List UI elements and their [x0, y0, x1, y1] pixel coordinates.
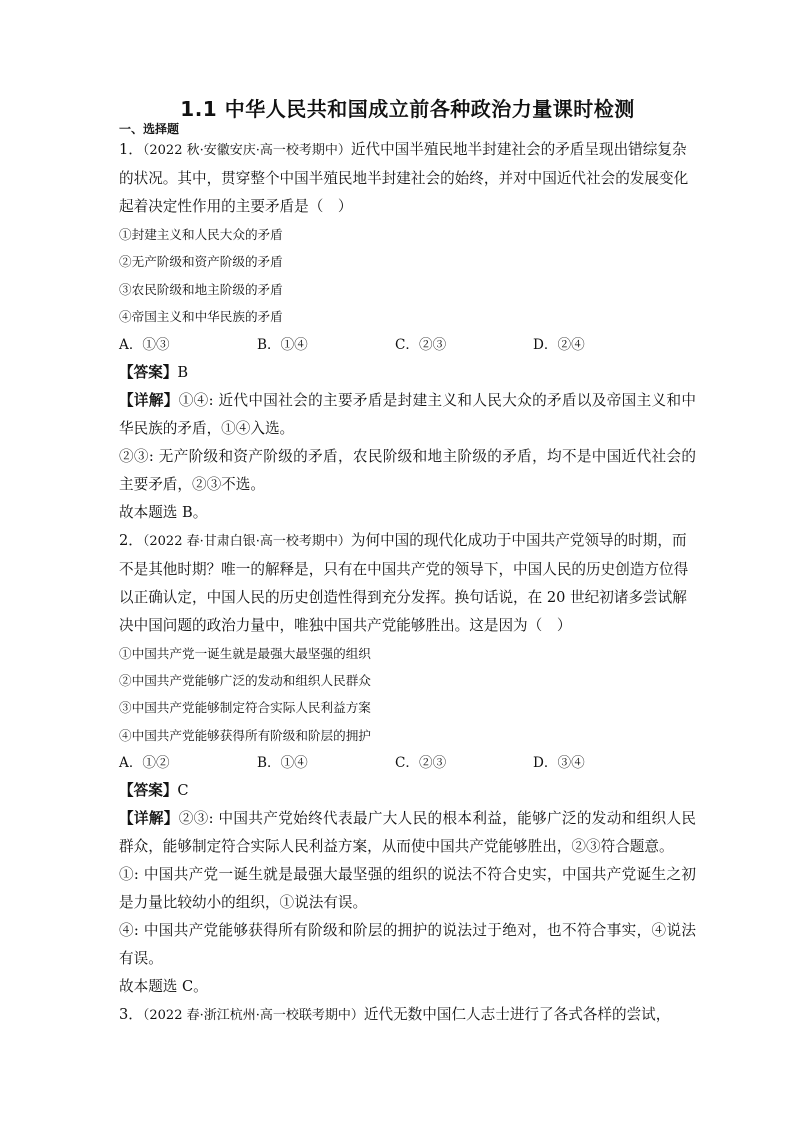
detail-text: ②③: 中国共产党始终代表最广大人民的根本利益，能够广泛的发动和组织人民群众，能够制定符合实际人民利益方案，从而使中国共产党能够胜出，②③符合题意。 [119, 810, 696, 856]
answer-value: C [177, 782, 189, 800]
detail-text: ①④: 近代中国社会的主要矛盾是封建主义和人民大众的矛盾以及帝国主义和中华民族的矛盾，①④入选。 [119, 391, 696, 437]
choice-a: A．①③ [119, 336, 170, 353]
option-item: ④帝国主义和中华民族的矛盾 [119, 309, 283, 325]
answer-choices [119, 749, 696, 777]
question-text: 为何中国的现代化成功于中国共产党领导的时期，而不是其他时期？唯一的解释是，只有在中国共产党的领导下，中国人民的历史创造方位得以正确认定，中国人民的历史创造性得到充分发挥。换句话说，在 20 世纪初诸多尝试解决中国问题的政治力量中，唯独中国共产党能够胜出。这是因为（ ） [119, 531, 689, 634]
question-stem [119, 527, 696, 640]
detail-label: 【详解】 [119, 810, 179, 828]
answer-choices [119, 331, 696, 359]
page-title: 1.1 中华人民共和国成立前各种政治力量课时检测 [180, 97, 635, 121]
answer-label: 【答案】 [119, 363, 178, 381]
question-number: 1． [119, 141, 143, 158]
question-number: 3． [119, 1006, 143, 1024]
option-item: ①封建主义和人民大众的矛盾 [119, 227, 283, 242]
choice-c: C．②③ [395, 755, 447, 772]
detail-paragraph: ①: 中国共产党一诞生就是最强大最坚强的组织的说法不符合史实，中国共产党诞生之初是力量比较幼小的组织，①说法有误。 [119, 866, 696, 912]
choice-a: A．①② [119, 755, 170, 772]
answer-line [119, 777, 696, 805]
choice-b: B．①④ [257, 755, 308, 772]
choice-c: C．②③ [395, 336, 447, 353]
question-source: （2022 春·甘肃白银·高一校考期中） [142, 533, 351, 549]
section-heading: 一、选择题 [119, 122, 180, 136]
detail-label: 【详解】 [119, 391, 179, 409]
question-3 [119, 1001, 696, 1030]
detail-paragraph [119, 387, 696, 443]
question-source: （2022 春·浙江杭州·高一校联考期中） [142, 1008, 364, 1024]
detail-paragraph: ④: 中国共产党能够获得所有阶级和阶层的拥护的说法过于绝对，也不符合事实，④说法有误。 [119, 922, 696, 968]
choice-b: B．①④ [257, 336, 308, 353]
detail-conclusion: 故本题选 C。 [119, 978, 208, 996]
question-1 [119, 136, 696, 527]
question-stem [119, 1001, 696, 1030]
option-item: ①中国共产党一诞生就是最强大最坚强的组织 [119, 645, 371, 661]
question-stem [119, 136, 696, 221]
choice-d: D．②④ [533, 336, 585, 353]
answer-label: 【答案】 [119, 782, 178, 800]
question-2 [119, 527, 696, 1002]
option-item: ②无产阶级和资产阶级的矛盾 [119, 254, 283, 270]
question-text: 近代无数中国仁人志士进行了各式各样的尝试， [363, 1006, 671, 1024]
question-source: （2022 秋·安徽安庆·高一校考期中） [142, 143, 351, 158]
question-number: 2． [119, 531, 143, 549]
answer-value: B [177, 363, 189, 381]
option-item: ③中国共产党能够制定符合实际人民利益方案 [119, 700, 371, 716]
option-item: ②中国共产党能够广泛的发动和组织人民群众 [119, 673, 371, 689]
detail-paragraph: ②③: 无产阶级和资产阶级的矛盾，农民阶级和地主阶级的矛盾，均不是中国近代社会的主要矛盾，②③不选。 [119, 447, 696, 493]
detail-conclusion: 故本题选 B。 [119, 503, 208, 521]
question-text: 近代中国半殖民地半封建社会的矛盾呈现出错综复杂的状况。其中，贯穿整个中国半殖民地半封建社会的始终，并对中国近代社会的发展变化起着决定性作用的主要矛盾是（ ） [119, 141, 689, 215]
detail-paragraph [119, 805, 696, 861]
choice-d: D．③④ [533, 755, 585, 772]
option-item: ③农民阶级和地主阶级的矛盾 [119, 281, 283, 297]
option-item: ④中国共产党能够获得所有阶级和阶层的拥护 [119, 727, 371, 743]
answer-line [119, 359, 696, 387]
